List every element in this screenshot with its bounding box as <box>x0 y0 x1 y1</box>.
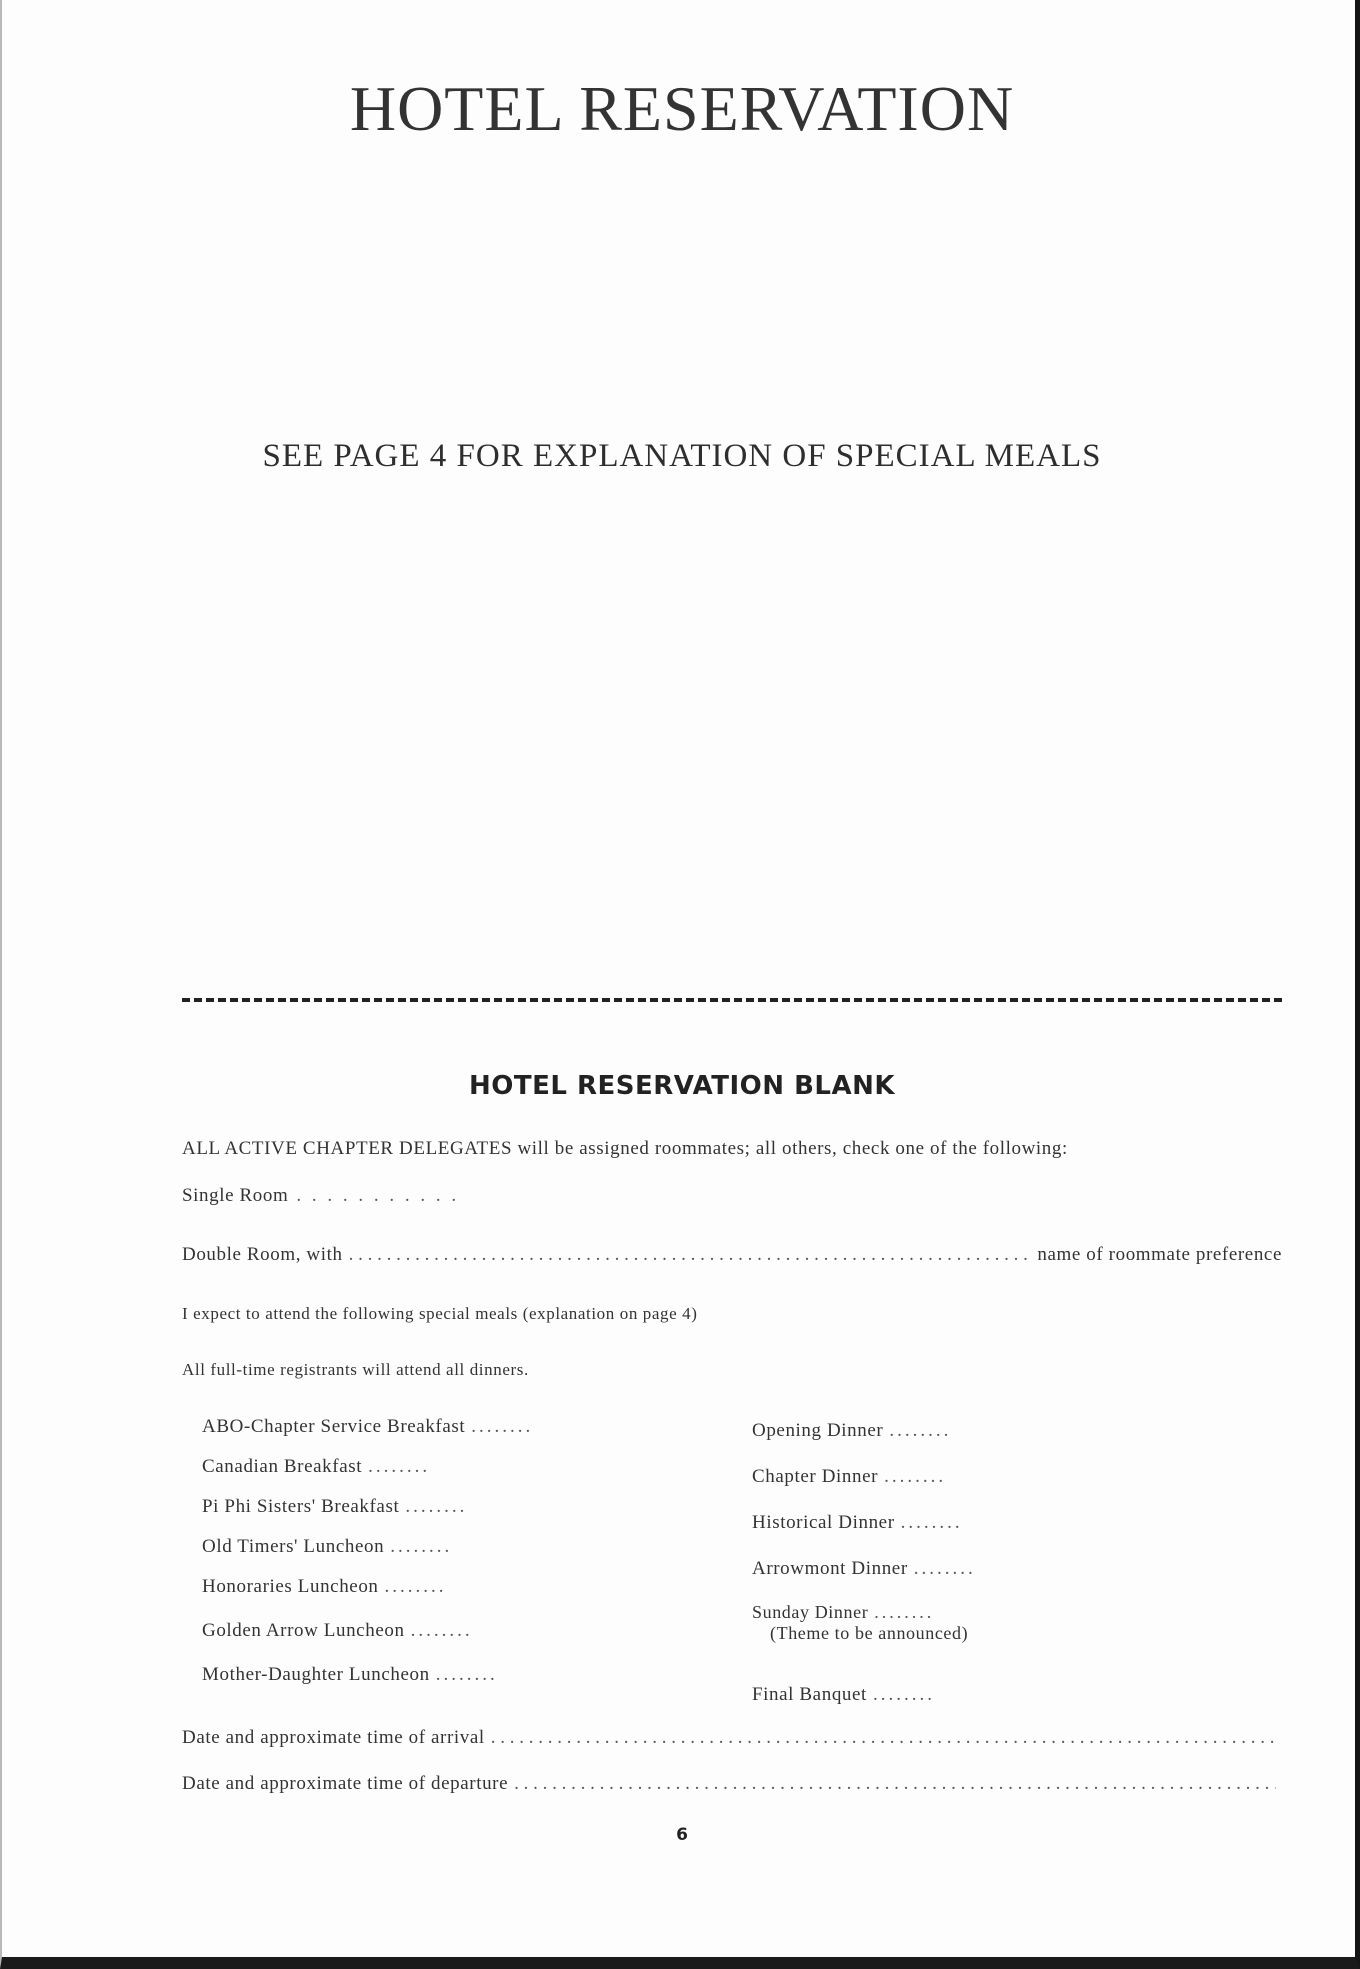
meal-label: Honoraries Luncheon <box>202 1576 379 1597</box>
blank-heading: HOTEL RESERVATION BLANK <box>469 1071 895 1101</box>
page-subtitle: SEE PAGE 4 FOR EXPLANATION OF SPECIAL MEALS <box>262 438 1102 474</box>
meal-item-right[interactable] <box>752 1512 963 1534</box>
meal-dots: ........ <box>889 1420 952 1441</box>
arrival-fill-line[interactable] <box>491 1727 1276 1749</box>
meal-item-left[interactable] <box>202 1620 473 1642</box>
double-room-suffix: name of roommate preference <box>1037 1244 1282 1265</box>
arrival-field[interactable] <box>182 1727 1282 1749</box>
page-title: HOTEL RESERVATION <box>349 73 1015 144</box>
meal-dots: ........ <box>471 1416 534 1437</box>
meal-item-left[interactable] <box>202 1456 430 1478</box>
meal-dots: ........ <box>368 1456 431 1477</box>
meal-item-right[interactable] <box>752 1684 935 1706</box>
sunday-theme-note: (Theme to be announced) <box>770 1623 969 1643</box>
dinners-note: All full-time registrants will attend all dinners. <box>182 1360 529 1379</box>
meal-item-left[interactable] <box>202 1536 452 1558</box>
meal-label: Opening Dinner <box>752 1420 884 1441</box>
meal-label: Golden Arrow Luncheon <box>202 1620 405 1641</box>
page-number: 6 <box>676 1825 688 1845</box>
meals-intro: I expect to attend the following special meals (explanation on page 4) <box>182 1304 698 1323</box>
meal-item-left[interactable] <box>202 1576 447 1598</box>
departure-fill-line[interactable] <box>514 1773 1276 1795</box>
meal-item-right[interactable] <box>752 1602 968 1644</box>
dashed-cut-line <box>182 998 1282 1002</box>
single-room-dots: . . . . . . . . . . . <box>296 1185 460 1206</box>
meal-label: Final Banquet <box>752 1684 867 1705</box>
meal-dots: ........ <box>872 1684 935 1705</box>
meal-label: Pi Phi Sisters' Breakfast <box>202 1496 400 1517</box>
meal-item-left[interactable] <box>202 1496 467 1518</box>
meal-dots: ........ <box>384 1576 447 1597</box>
meal-dots: ........ <box>390 1536 453 1557</box>
meal-dots: ........ <box>410 1620 473 1641</box>
meal-item-right[interactable] <box>752 1466 946 1488</box>
meal-item-right[interactable] <box>752 1558 976 1580</box>
meal-label: Chapter Dinner <box>752 1466 879 1487</box>
meal-dots: ........ <box>884 1466 947 1487</box>
single-room-option[interactable] <box>182 1185 459 1207</box>
meal-item-left[interactable] <box>202 1416 533 1438</box>
meal-dots: ........ <box>913 1558 976 1579</box>
meal-dots: ........ <box>435 1664 498 1685</box>
roommate-fill-line[interactable] <box>349 1244 1032 1266</box>
meal-label: Sunday Dinner <box>752 1602 869 1622</box>
double-room-label: Double Room, with <box>182 1244 343 1265</box>
meal-label: Arrowmont Dinner <box>752 1558 908 1579</box>
meal-label: Canadian Breakfast <box>202 1456 363 1477</box>
meal-label: Mother-Daughter Luncheon <box>202 1664 430 1685</box>
departure-field[interactable] <box>182 1773 1282 1795</box>
meal-label: Historical Dinner <box>752 1512 895 1533</box>
meal-item-left[interactable] <box>202 1664 498 1686</box>
meal-item-right[interactable] <box>752 1420 951 1442</box>
meal-dots: ........ <box>900 1512 963 1533</box>
intro-text: ALL ACTIVE CHAPTER DELEGATES will be assigned roommates; all others, check one of the following: <box>182 1138 1068 1159</box>
meal-label: Old Timers' Luncheon <box>202 1536 385 1557</box>
single-room-label: Single Room <box>182 1185 289 1206</box>
meal-dots: ........ <box>405 1496 468 1517</box>
arrival-label: Date and approximate time of arrival <box>182 1727 485 1748</box>
meal-label: ABO-Chapter Service Breakfast <box>202 1416 466 1437</box>
meal-dots: ........ <box>874 1602 935 1622</box>
departure-label: Date and approximate time of departure <box>182 1773 509 1794</box>
double-room-option[interactable] <box>182 1244 1282 1266</box>
